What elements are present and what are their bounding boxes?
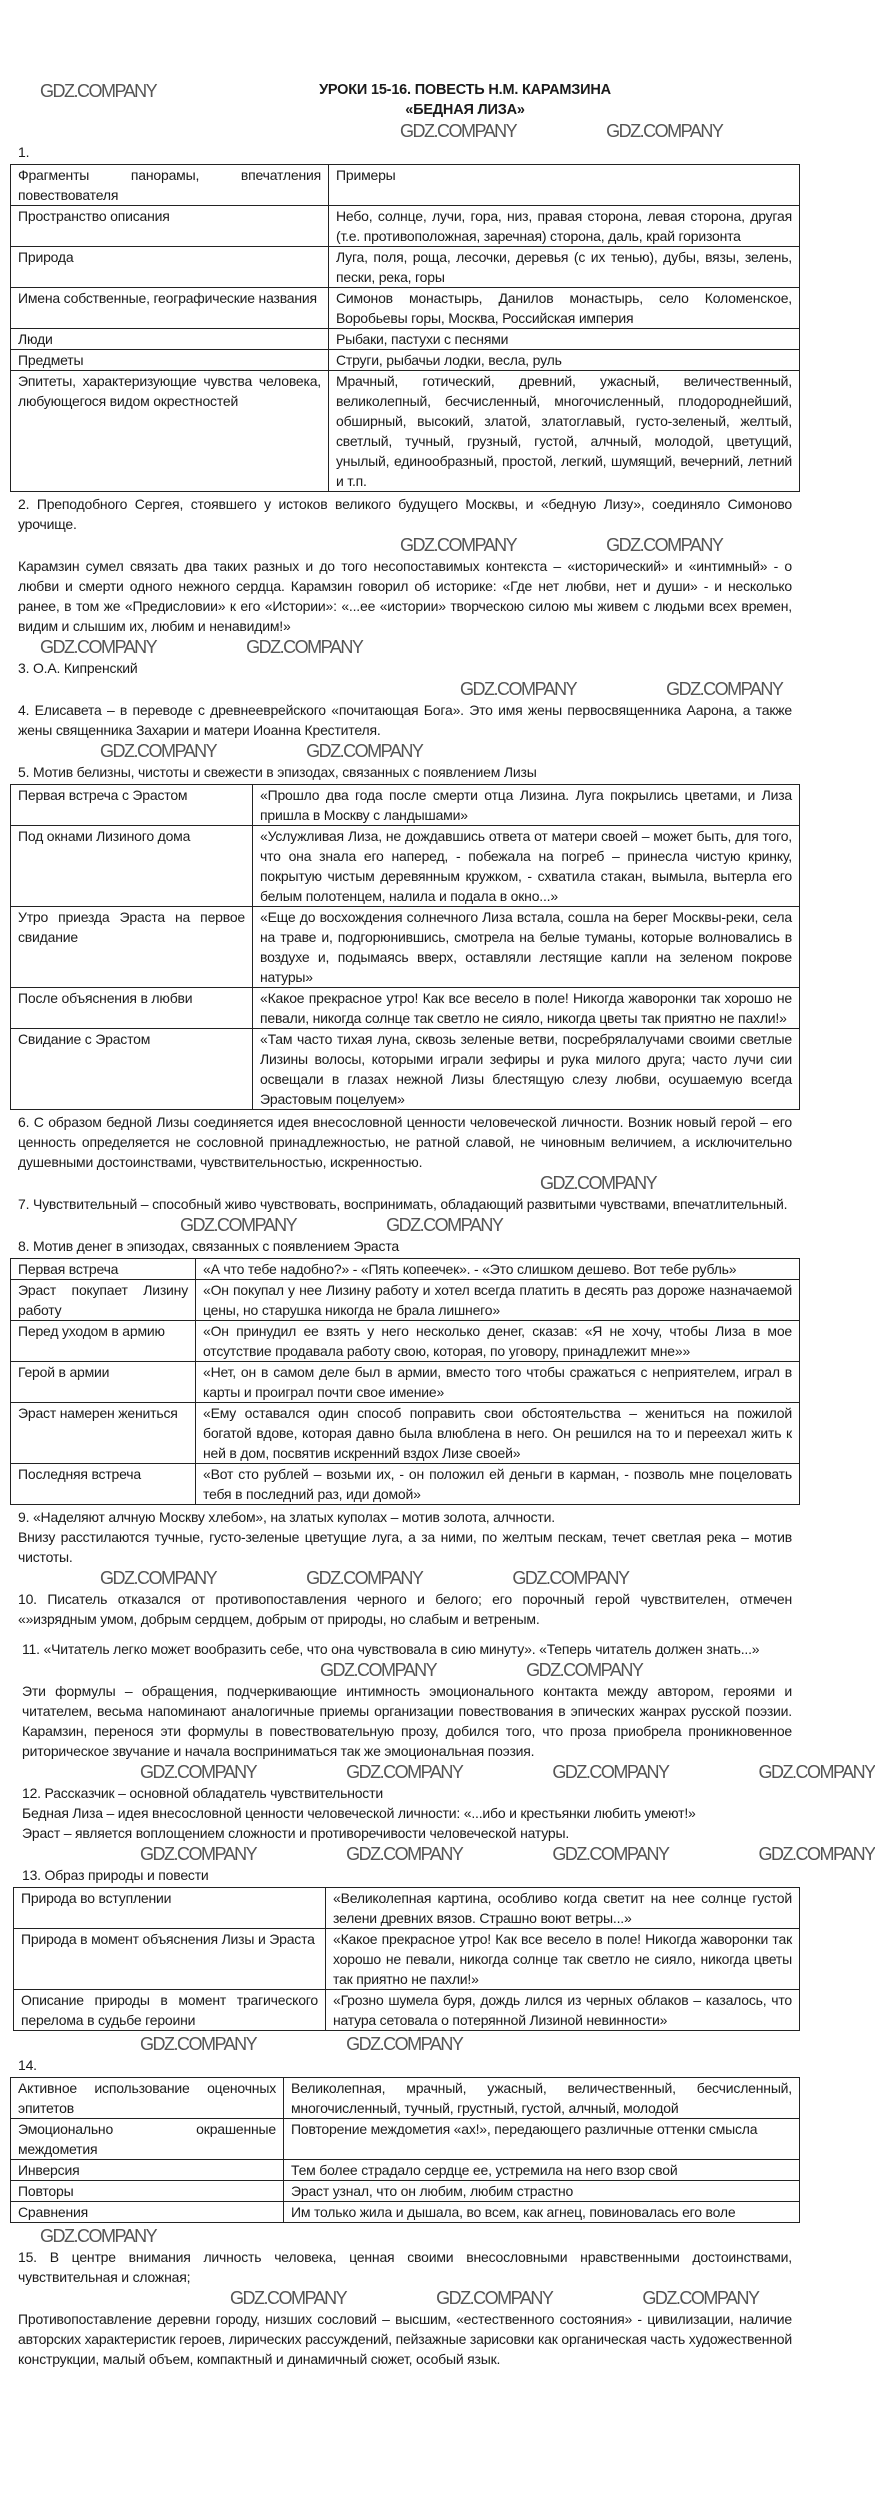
row-example-cell: «Какое прекрасное утро! Как все весело в поле! Никогда жаворонки так хорошо не певали, никогда солнце так светло не сияло, никогда цветы так приятно не пахли!» bbox=[253, 988, 800, 1029]
task-8-heading: 8. Мотив денег в эпизодах, связанных с появлением Эраста bbox=[18, 1238, 399, 1254]
watermark: GDZ.COMPANY bbox=[606, 535, 723, 555]
row-example-cell: Примеры bbox=[329, 165, 800, 206]
task-5-heading: 5. Мотив белизны, чистоты и свежести в эпизодах, связанных с появлением Лизы bbox=[18, 764, 537, 780]
table-row bbox=[11, 2160, 800, 2181]
table-row bbox=[11, 988, 800, 1029]
watermark-row bbox=[10, 1214, 800, 1236]
row-label-cell: Эраст намерен жениться bbox=[11, 1403, 196, 1464]
watermark-row bbox=[10, 2225, 800, 2247]
row-label-cell: Активное использование оценочных эпитетов bbox=[11, 2078, 284, 2119]
row-label-cell: Под окнами Лизиного дома bbox=[11, 826, 253, 907]
row-example-cell: Мрачный, готический, древний, ужасный, величественный, великолепный, бесчисленный, многочисленный, плодороднейший, обширный, высокий, златой, златоглавый, густо-зеленый, желтый, светлый, тучный, грузный, густой, алчный, молодой, цветущий, унылый, единообразный, простой, легкий, шумящий, вечерний, летний и т.п. bbox=[329, 371, 800, 492]
watermark: GDZ.COMPANY bbox=[386, 1215, 503, 1235]
row-example-cell: «Ему оставался один способ поправить свои обстоятельства – жениться на пожилой богатой вдове, которая давно была влюблена в него. Он решился на то и переехал жить к ней в дом, посвятив искренний вздох Лизе своей» bbox=[196, 1403, 800, 1464]
row-label-cell: Первая встреча с Эрастом bbox=[11, 785, 253, 826]
task-9-para-1: 9. «Наделяют алчную Москву хлебом», на златых куполах – мотив золота, алчности. bbox=[18, 1509, 555, 1525]
row-label-cell: Предметы bbox=[11, 350, 329, 371]
row-example-cell: Эраст узнал, что он любим, любим страстно bbox=[284, 2181, 800, 2202]
table-row bbox=[11, 329, 800, 350]
table-row bbox=[11, 1321, 800, 1362]
table-row bbox=[11, 1280, 800, 1321]
row-example-cell: «Он принудил ее взять у него несколько денег, сказав: «Я не хочу, чтобы Лиза в мое отсутствие продавала работу свою, которая, по уговору, принадлежит мне»» bbox=[196, 1321, 800, 1362]
table-row bbox=[14, 1990, 800, 2031]
watermark: GDZ.COMPANY bbox=[512, 1568, 629, 1588]
task-15-para-1: 15. В центре внимания личность человека, ценная своими внесословными нравственными достоинствами, чувствительная и сложная; bbox=[18, 2249, 792, 2285]
row-example-cell: «Еще до восхождения солнечного Лиза встала, сошла на берег Москвы-реки, села на траве и, подгорюнившись, смотрела на белые туманы, которые волновались в воздухе и, подымаясь вверх, оставляли лестящие капли на зеленом покрове натуры» bbox=[253, 907, 800, 988]
row-label-cell: Повторы bbox=[11, 2181, 284, 2202]
row-label-cell: Герой в армии bbox=[11, 1362, 196, 1403]
task-2-para-1: 2. Преподобного Сергея, стоявшего у истоков великого будущего Москвы, и «бедную Лизу», соединяло Симоново урочище. bbox=[18, 496, 792, 532]
table-row bbox=[14, 1888, 800, 1929]
row-label-cell: Перед уходом в армию bbox=[11, 1321, 196, 1362]
row-example-cell: «Прошло два года после смерти отца Лизина. Луга покрылись цветами, и Лиза пришла в Москву с ландышами» bbox=[253, 785, 800, 826]
watermark: GDZ.COMPANY bbox=[40, 81, 157, 101]
watermark: GDZ.COMPANY bbox=[642, 2288, 759, 2308]
row-example-cell: Струги, рыбачьи лодки, весла, руль bbox=[329, 350, 800, 371]
row-label-cell: Имена собственные, географические названия bbox=[11, 288, 329, 329]
task-12-para-1: 12. Рассказчик – основной обладатель чувствительности bbox=[22, 1785, 383, 1801]
row-example-cell: Луга, поля, роща, лесочки, деревья (с их тенью), дубы, вязы, зелень, пески, река, горы bbox=[329, 247, 800, 288]
watermark: GDZ.COMPANY bbox=[758, 1762, 875, 1782]
row-example-cell: «А что тебе надобно?» - «Пять копеечек». - «Это слишком дешево. Вот тебе рубль» bbox=[196, 1259, 800, 1280]
row-example-cell: «Какое прекрасное утро! Как все весело в поле! Никогда жаворонки так хорошо не певали, никогда солнце так светло не сияло, никогда цветы так приятно не пахли!» bbox=[326, 1929, 800, 1990]
row-example-cell: Великолепная, мрачный, ужасный, величественный, бесчисленный, многочисленный, тучный, грустный, густой, алчный, молодой bbox=[284, 2078, 800, 2119]
row-label-cell: Описание природы в момент трагического перелома в судьбе героини bbox=[14, 1990, 326, 2031]
row-label-cell: Природа bbox=[11, 247, 329, 288]
table-row bbox=[11, 1464, 800, 1505]
watermark: GDZ.COMPANY bbox=[436, 2288, 553, 2308]
task-7: 7. Чувствительный – способный живо чувствовать, воспринимать, обладающий развитыми чувствами, впечатлительный. bbox=[18, 1196, 788, 1212]
task-2-para-2: Карамзин сумел связать два таких разных и до того несопоставимых контекста – «исторический» и «интимный» - о любви и смерти одного нежного сердца. Карамзин говорил об историке: «Где нет любви, нет и души» - и несколько ранее, в том же «Предисловии» к его «Истории»: «...ее «истории» творческою силою мы живем с людьми всех времен, видим и слышим их, любим и ненавидим!» bbox=[18, 558, 792, 634]
row-label-cell: Свидание с Эрастом bbox=[11, 1029, 253, 1110]
watermark: GDZ.COMPANY bbox=[246, 637, 363, 657]
row-label-cell: Последняя встреча bbox=[11, 1464, 196, 1505]
row-example-cell: «Нет, он в самом деле был в армии, вместо того чтобы сражаться с неприятелем, играл в карты и проиграл почти свое имение» bbox=[196, 1362, 800, 1403]
table-row bbox=[14, 1929, 800, 1990]
row-label-cell: Природа в момент объяснения Лизы и Эраста bbox=[14, 1929, 326, 1990]
watermark-row bbox=[10, 1659, 800, 1681]
table-row bbox=[11, 1029, 800, 1110]
watermark: GDZ.COMPANY bbox=[140, 2034, 257, 2054]
watermark-row bbox=[10, 1172, 800, 1194]
watermark: GDZ.COMPANY bbox=[346, 1762, 463, 1782]
watermark: GDZ.COMPANY bbox=[40, 637, 157, 657]
watermark: GDZ.COMPANY bbox=[140, 1844, 257, 1864]
watermark-row bbox=[10, 740, 800, 762]
watermark: GDZ.COMPANY bbox=[346, 2034, 463, 2054]
row-example-cell: «Он покупал у нее Лизину работу и хотел всегда платить в десять раз дороже назначаемой цены, но старушка никогда не брала лишнего» bbox=[196, 1280, 800, 1321]
watermark: GDZ.COMPANY bbox=[40, 2226, 157, 2246]
row-label-cell: Природа во вступлении bbox=[14, 1888, 326, 1929]
task-11-para-1: 11. «Читатель легко может вообразить себе, что она чувствовала в сию минуту». «Теперь читатель должен знать...» bbox=[22, 1641, 760, 1657]
document-page bbox=[10, 0, 875, 2369]
table-row bbox=[11, 1403, 800, 1464]
row-label-cell: Пространство описания bbox=[11, 206, 329, 247]
row-label-cell: Люди bbox=[11, 329, 329, 350]
task-13-table bbox=[13, 1887, 800, 2031]
row-label-cell: Эмоционально окрашенные междометия bbox=[11, 2119, 284, 2160]
row-label-cell: Фрагменты панорамы, впечатления повествователя bbox=[11, 165, 329, 206]
row-example-cell: «Великолепная картина, особливо когда светит на нее солнце густой зелени древних вязов. Страшно воют ветры...» bbox=[326, 1888, 800, 1929]
row-example-cell: Повторение междометия «ах!», передающего различные оттенки смысла bbox=[284, 2119, 800, 2160]
task-14-table bbox=[10, 2077, 800, 2223]
watermark: GDZ.COMPANY bbox=[552, 1762, 669, 1782]
task-12-para-2: Бедная Лиза – идея внесословной ценности человеческой личности: «...ибо и крестьянки любить умеют!» bbox=[22, 1805, 696, 1821]
watermark-row bbox=[10, 1843, 875, 1865]
task-14-number: 14. bbox=[18, 2057, 37, 2073]
watermark: GDZ.COMPANY bbox=[306, 741, 423, 761]
table-row bbox=[11, 1259, 800, 1280]
task-8-table bbox=[10, 1258, 800, 1505]
watermark: GDZ.COMPANY bbox=[306, 1568, 423, 1588]
table-row bbox=[11, 1362, 800, 1403]
watermark-row bbox=[10, 534, 800, 556]
table-row bbox=[11, 165, 800, 206]
row-example-cell: Им только жила и дышала, во всем, как агнец, повиновалась его воле bbox=[284, 2202, 800, 2223]
watermark: GDZ.COMPANY bbox=[180, 1215, 297, 1235]
watermark-row bbox=[10, 1567, 800, 1589]
watermark-row bbox=[10, 636, 800, 658]
task-1-number: 1. bbox=[18, 144, 30, 160]
task-10: 10. Писатель отказался от противопоставления черного и белого; его порочный герой чувствителен, отмечен «»изрядным умом, добрым сердцем, добрым от природы, но слабым и ветреным. bbox=[18, 1591, 792, 1627]
row-example-cell: «Услужливая Лиза, не дождавшись ответа от матери своей – может быть, для того, что она знала его наперед, - побежала на погреб – принесла чистую кринку, покрытую чистым деревянным кружком, - схватила стакан, вымыла, вытерла его белым полотенцем, налила и подала в окно...» bbox=[253, 826, 800, 907]
task-9-para-2: Внизу расстилаются тучные, густо-зеленые цветущие луга, а за ними, по желтым пескам, течет светлая река – мотив чистоты. bbox=[18, 1529, 792, 1565]
table-row bbox=[11, 350, 800, 371]
task-5-table bbox=[10, 784, 800, 1110]
row-example-cell: «Вот сто рублей – возьми их, - он положил ей деньги в карман, - позволь мне поцеловать тебя в последний раз, иди домой» bbox=[196, 1464, 800, 1505]
table-row bbox=[11, 247, 800, 288]
watermark: GDZ.COMPANY bbox=[100, 741, 217, 761]
watermark: GDZ.COMPANY bbox=[606, 121, 723, 141]
table-row bbox=[11, 2181, 800, 2202]
page-title: УРОКИ 15-16. ПОВЕСТЬ Н.М. КАРАМЗИНА bbox=[319, 82, 611, 98]
row-example-cell: Тем более страдало сердце ее, устремила на него взор свой bbox=[284, 2160, 800, 2181]
watermark: GDZ.COMPANY bbox=[540, 1173, 657, 1193]
row-label-cell: Сравнения bbox=[11, 2202, 284, 2223]
table-row bbox=[11, 2202, 800, 2223]
watermark-row bbox=[10, 1761, 875, 1783]
task-11-para-2: Эти формулы – обращения, подчеркивающие интимность эмоционального контакта между автором, героями и читателем, весьма напоминают аналогичные приемы организации повествования в эпических жанрах русской поэзии. Карамзин, перенося эти формулы в повествовательную прозу, добился того, что проза приобрела проникновенное риторическое звучание и начала восприниматься так же эмоциональная поэзия. bbox=[22, 1683, 792, 1759]
watermark: GDZ.COMPANY bbox=[140, 1762, 257, 1782]
watermark: GDZ.COMPANY bbox=[758, 1844, 875, 1864]
row-label-cell: Первая встреча bbox=[11, 1259, 196, 1280]
task-6: 6. С образом бедной Лизы соединяется идея внесословной ценности человеческой личности. Возник новый герой – его ценность определяется не сословной принадлежностью, не ратной славой, не чиновным величием, а исключительно душевными достоинствами, чувствительностью, искренностью. bbox=[18, 1114, 792, 1170]
watermark: GDZ.COMPANY bbox=[346, 1844, 463, 1864]
table-row bbox=[11, 371, 800, 492]
task-15-para-2: Противопоставление деревни городу, низших сословий – высшим, «естественного состояния» - цивилизации, наличие авторских характеристик героев, лирических рассуждений, пейзажные зарисовки как органическая часть художественной конструкции, малый объем, компактный и динамичный сюжет, особый язык. bbox=[18, 2311, 792, 2367]
row-example-cell: «Грозно шумела буря, дождь лился из черных облаков – казалось, что натура сетовала о потерянной Лизиной невинности» bbox=[326, 1990, 800, 2031]
row-label-cell: Инверсия bbox=[11, 2160, 284, 2181]
table-row bbox=[11, 2119, 800, 2160]
task-13-heading: 13. Образ природы и повести bbox=[22, 1867, 209, 1883]
watermark: GDZ.COMPANY bbox=[400, 121, 517, 141]
row-example-cell: Рыбаки, пастухи с песнями bbox=[329, 329, 800, 350]
row-example-cell: Симонов монастырь, Данилов монастырь, село Коломенское, Воробьевы горы, Москва, Российская империя bbox=[329, 288, 800, 329]
watermark: GDZ.COMPANY bbox=[460, 679, 577, 699]
table-row bbox=[11, 288, 800, 329]
row-label-cell: После объяснения в любви bbox=[11, 988, 253, 1029]
task-3: 3. О.А. Кипренский bbox=[18, 660, 138, 676]
watermark: GDZ.COMPANY bbox=[552, 1844, 669, 1864]
task-12-para-3: Эраст – является воплощением сложности и противоречивости человеческой натуры. bbox=[22, 1825, 570, 1841]
watermark-row bbox=[10, 2033, 800, 2055]
table-row bbox=[11, 826, 800, 907]
watermark: GDZ.COMPANY bbox=[230, 2288, 347, 2308]
row-label-cell: Эраст покупает Лизину работу bbox=[11, 1280, 196, 1321]
row-label-cell: Эпитеты, характеризующие чувства человека, любующегося видом окрестностей bbox=[11, 371, 329, 492]
watermark: GDZ.COMPANY bbox=[400, 535, 517, 555]
row-example-cell: Небо, солнце, лучи, гора, низ, правая сторона, левая сторона, другая (т.е. противоположная, заречная) сторона, даль, край горизонта bbox=[329, 206, 800, 247]
row-label-cell: Утро приезда Эраста на первое свидание bbox=[11, 907, 253, 988]
watermark-row bbox=[10, 678, 800, 700]
page-subtitle: «БЕДНАЯ ЛИЗА» bbox=[405, 102, 525, 118]
task-1-table bbox=[10, 164, 800, 492]
watermark-row bbox=[10, 2287, 800, 2309]
watermark-row bbox=[10, 120, 800, 142]
watermark: GDZ.COMPANY bbox=[100, 1568, 217, 1588]
table-row bbox=[11, 206, 800, 247]
watermark: GDZ.COMPANY bbox=[526, 1660, 643, 1680]
row-example-cell: «Там часто тихая луна, сквозь зеленые ветви, посребрялалучами своими светлые Лизины волосы, которыми играли зефиры и рука милого друга; часто лучи сии освещали в глазах нежной Лизы блестящую слезу любви, осушаемую всегда Эрастовым поцелуем» bbox=[253, 1029, 800, 1110]
table-row bbox=[11, 907, 800, 988]
watermark: GDZ.COMPANY bbox=[320, 1660, 437, 1680]
table-row bbox=[11, 785, 800, 826]
table-row bbox=[11, 2078, 800, 2119]
watermark: GDZ.COMPANY bbox=[666, 679, 783, 699]
task-4: 4. Елисавета – в переводе с древнееврейского «почитающая Бога». Это имя жены первосвященника Аарона, а также жены священника Захарии и матери Иоанна Крестителя. bbox=[18, 702, 792, 738]
